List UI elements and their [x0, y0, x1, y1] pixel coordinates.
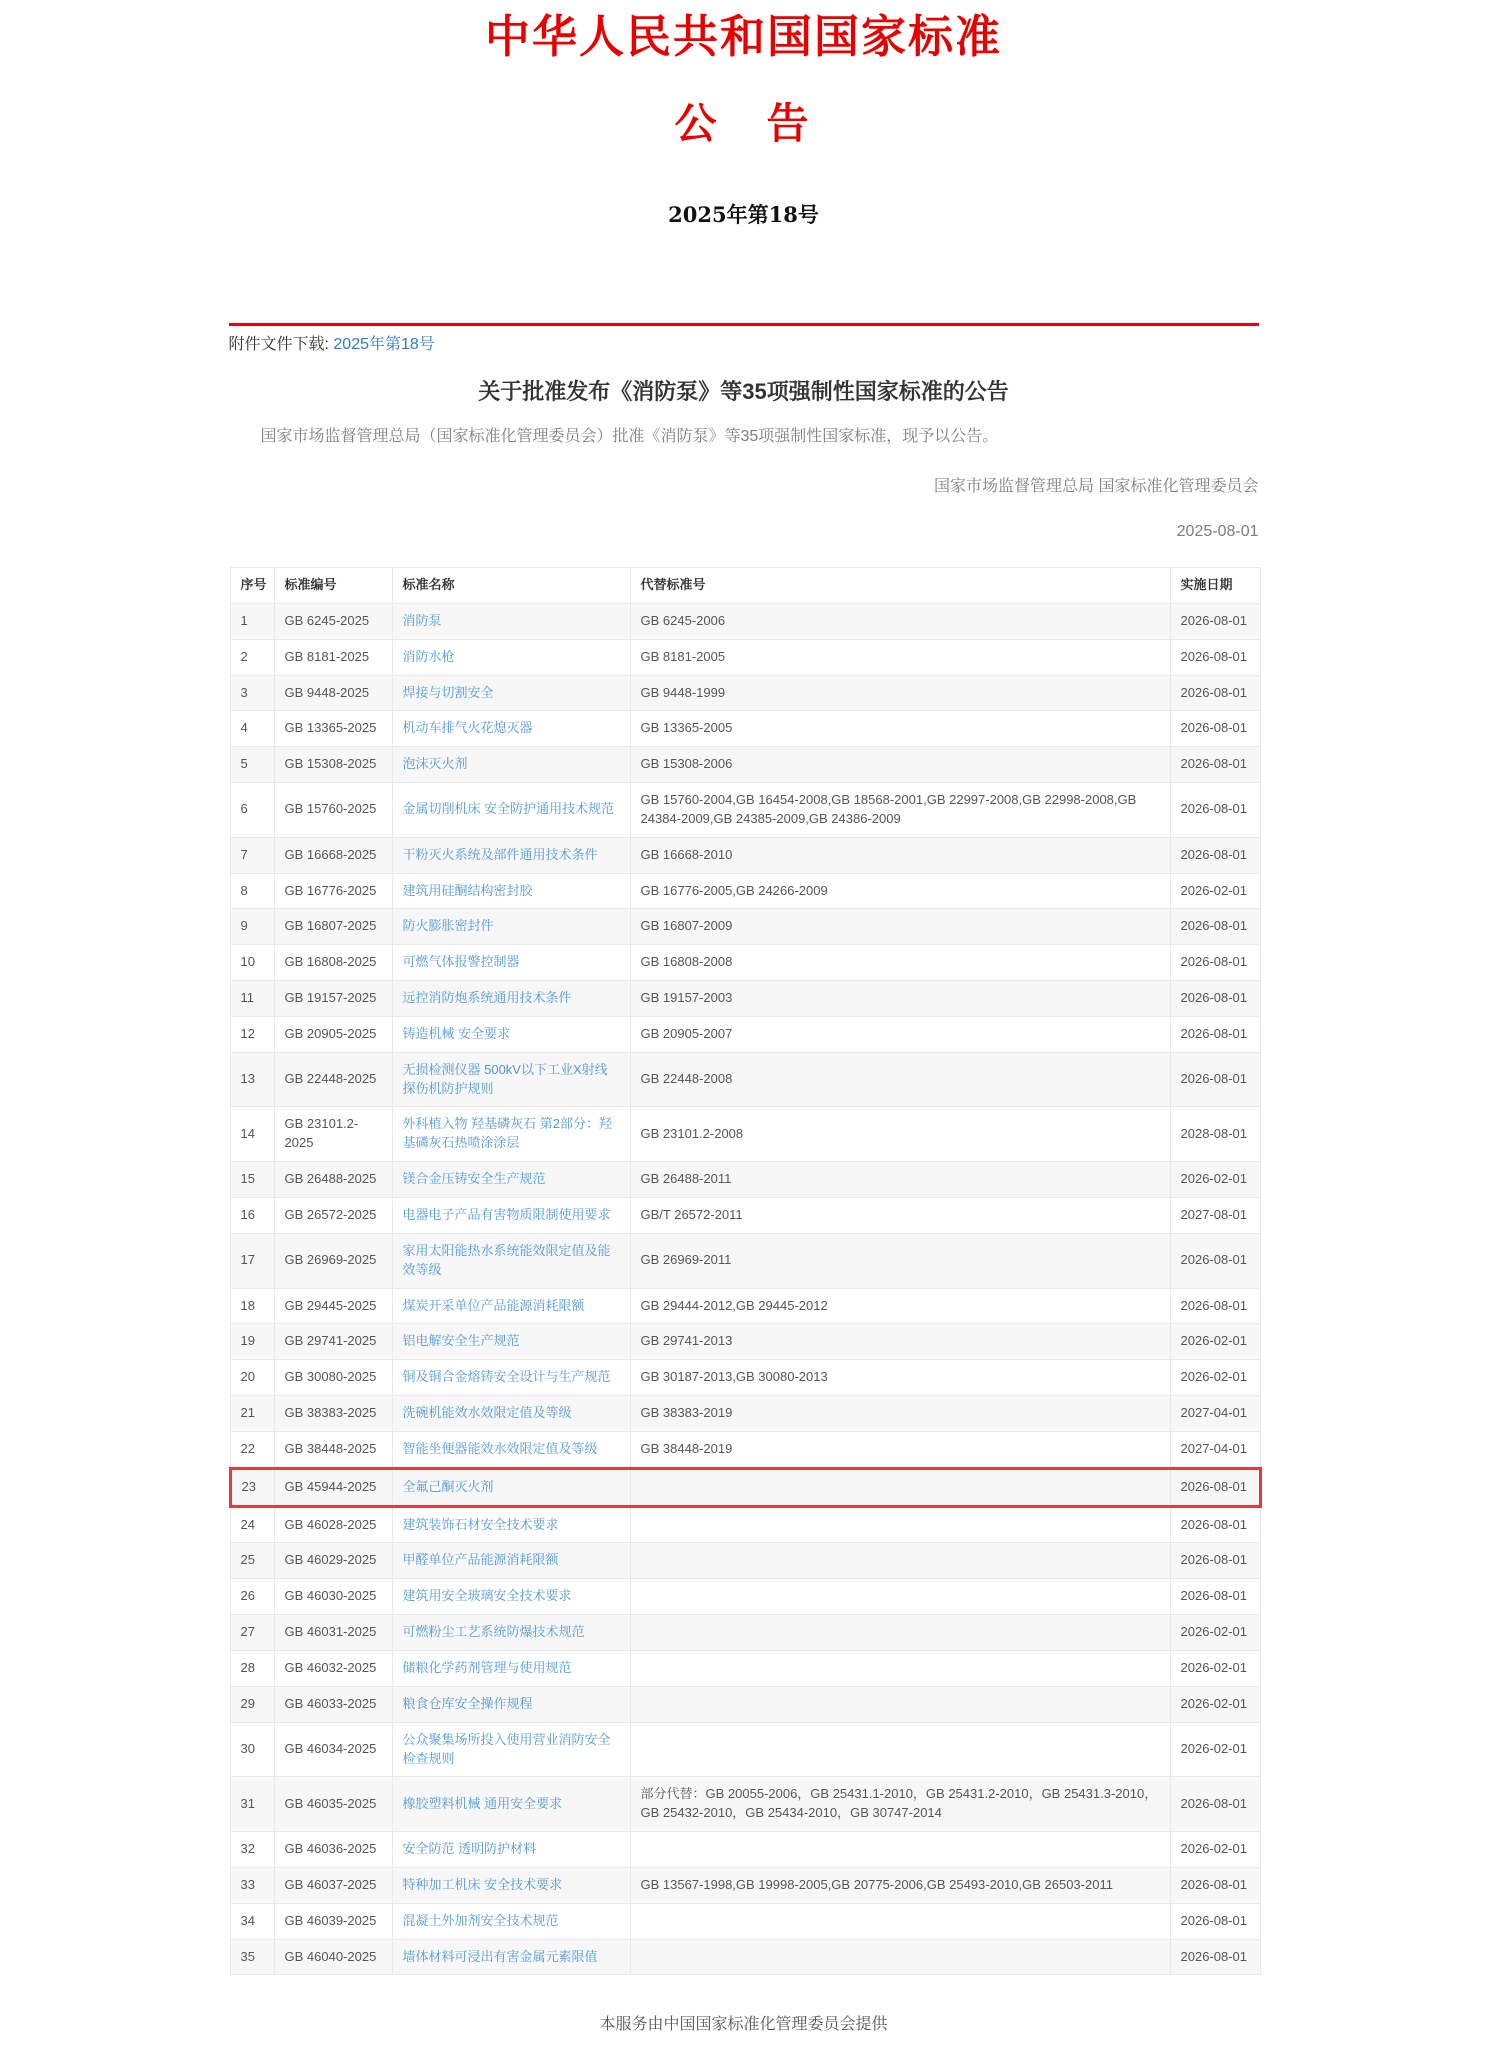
cell-date: 2026-08-01: [1170, 909, 1260, 945]
table-row: [230, 873, 1260, 909]
table-row: [230, 1324, 1260, 1360]
table-row: [230, 603, 1260, 639]
cell-seq: 6: [230, 783, 274, 838]
cell-replaced: GB/T 26572-2011: [630, 1198, 1170, 1234]
cell-code: GB 46031-2025: [274, 1615, 392, 1651]
col-header-replaced: 代替标准号: [630, 567, 1170, 603]
cell-replaced: [630, 1832, 1170, 1868]
cell-name: [392, 675, 630, 711]
cell-code: GB 8181-2025: [274, 639, 392, 675]
table-row: [230, 1198, 1260, 1234]
cell-name: [392, 1832, 630, 1868]
cell-name: [392, 783, 630, 838]
table-row: [230, 1939, 1260, 1975]
cell-date: 2026-02-01: [1170, 873, 1260, 909]
table-row: [230, 1468, 1260, 1506]
cell-code: GB 16808-2025: [274, 945, 392, 981]
cell-code: GB 46034-2025: [274, 1722, 392, 1777]
cell-code: GB 46037-2025: [274, 1867, 392, 1903]
cell-name: [392, 1903, 630, 1939]
col-header-code: 标准编号: [274, 567, 392, 603]
cell-name: [392, 1867, 630, 1903]
standard-name-link[interactable]: 无损检测仪器 500kV以下工业X射线探伤机防护规则: [402, 1061, 608, 1096]
cell-code: GB 46032-2025: [274, 1650, 392, 1686]
cell-date: 2026-02-01: [1170, 1722, 1260, 1777]
cell-name: [392, 1396, 630, 1432]
standard-name-link[interactable]: 煤炭开采单位产品能源消耗限额: [402, 1297, 585, 1313]
cell-replaced: [630, 1543, 1170, 1579]
cell-replaced: [630, 1903, 1170, 1939]
standard-name-link[interactable]: 智能坐便器能效水效限定值及等级: [402, 1440, 598, 1456]
cell-code: GB 26488-2025: [274, 1162, 392, 1198]
table-row: [230, 639, 1260, 675]
standard-name-link[interactable]: 全氟己酮灭火剂: [402, 1478, 494, 1494]
cell-seq: 21: [230, 1396, 274, 1432]
cell-code: GB 16776-2025: [274, 873, 392, 909]
cell-date: 2026-08-01: [1170, 1939, 1260, 1975]
cell-name: [392, 1939, 630, 1975]
cell-seq: 16: [230, 1198, 274, 1234]
cell-replaced: [630, 1722, 1170, 1777]
table-row: [230, 1832, 1260, 1868]
table-row: [230, 1579, 1260, 1615]
table-row: [230, 1777, 1260, 1832]
cell-name: [392, 1360, 630, 1396]
standards-table: [229, 567, 1262, 1975]
table-row: [230, 1431, 1260, 1468]
cell-code: GB 46030-2025: [274, 1579, 392, 1615]
cell-replaced: GB 20905-2007: [630, 1016, 1170, 1052]
cell-replaced: GB 38383-2019: [630, 1396, 1170, 1432]
cell-code: GB 26572-2025: [274, 1198, 392, 1234]
cell-replaced: GB 29741-2013: [630, 1324, 1170, 1360]
cell-date: 2026-08-01: [1170, 747, 1260, 783]
cell-seq: 3: [230, 675, 274, 711]
cell-seq: 27: [230, 1615, 274, 1651]
cell-code: GB 46039-2025: [274, 1903, 392, 1939]
table-row: [230, 1903, 1260, 1939]
cell-code: GB 46029-2025: [274, 1543, 392, 1579]
cell-replaced: GB 16807-2009: [630, 909, 1170, 945]
cell-seq: 11: [230, 981, 274, 1017]
cell-date: 2026-08-01: [1170, 1468, 1260, 1506]
cell-code: GB 46036-2025: [274, 1832, 392, 1868]
cell-replaced: GB 29444-2012,GB 29445-2012: [630, 1288, 1170, 1324]
cell-replaced: GB 9448-1999: [630, 675, 1170, 711]
cell-date: 2026-02-01: [1170, 1686, 1260, 1722]
standard-name-link[interactable]: 机动车排气火花熄灭器: [402, 720, 533, 736]
cell-name: [392, 1016, 630, 1052]
cell-seq: 19: [230, 1324, 274, 1360]
cell-name: [392, 1722, 630, 1777]
cell-seq: 1: [230, 603, 274, 639]
cell-name: [392, 711, 630, 747]
standard-name-link[interactable]: 铝电解安全生产规范: [402, 1333, 520, 1349]
table-row: [230, 1016, 1260, 1052]
table-row: [230, 1543, 1260, 1579]
cell-replaced: GB 6245-2006: [630, 603, 1170, 639]
table-row: [230, 1506, 1260, 1543]
cell-seq: 10: [230, 945, 274, 981]
cell-code: GB 6245-2025: [274, 603, 392, 639]
cell-seq: 2: [230, 639, 274, 675]
cell-name: [392, 639, 630, 675]
cell-replaced: GB 30187-2013,GB 30080-2013: [630, 1360, 1170, 1396]
standard-name-link[interactable]: 镁合金压铸安全生产规范: [402, 1171, 546, 1187]
standard-name-link[interactable]: 家用太阳能热水系统能效限定值及能效等级: [402, 1242, 611, 1277]
cell-name: [392, 1650, 630, 1686]
cell-seq: 33: [230, 1867, 274, 1903]
cell-name: [392, 603, 630, 639]
table-row: [230, 1360, 1260, 1396]
cell-date: 2026-08-01: [1170, 711, 1260, 747]
table-header-row: [230, 567, 1260, 603]
table-row: [230, 1233, 1260, 1288]
cell-date: 2027-08-01: [1170, 1198, 1260, 1234]
standard-name-link[interactable]: 电器电子产品有害物质限制使用要求: [402, 1207, 611, 1223]
cell-replaced: GB 16808-2008: [630, 945, 1170, 981]
cell-name: [392, 1579, 630, 1615]
cell-seq: 26: [230, 1579, 274, 1615]
page-subtitle: 公 告: [674, 99, 813, 148]
cell-seq: 23: [230, 1468, 274, 1506]
standard-name-link[interactable]: 甲醛单位产品能源消耗限额: [402, 1552, 559, 1568]
cell-seq: 29: [230, 1686, 274, 1722]
standard-name-link[interactable]: 泡沫灭火剂: [402, 756, 468, 772]
table-row: [230, 1615, 1260, 1651]
publish-date: 2025-08-01: [1176, 522, 1259, 540]
cell-replaced: GB 26969-2011: [630, 1233, 1170, 1288]
cell-date: 2026-08-01: [1170, 1016, 1260, 1052]
cell-code: GB 15308-2025: [274, 747, 392, 783]
table-row: [230, 1107, 1260, 1162]
attachment-download-link[interactable]: 2025年第18号: [333, 336, 435, 353]
cell-date: 2026-08-01: [1170, 1903, 1260, 1939]
standard-name-link[interactable]: 墙体材料可浸出有害金属元素限值: [402, 1948, 598, 1964]
cell-date: 2026-02-01: [1170, 1162, 1260, 1198]
cell-replaced: [630, 1939, 1170, 1975]
cell-code: GB 22448-2025: [274, 1052, 392, 1107]
cell-name: [392, 747, 630, 783]
cell-code: GB 16807-2025: [274, 909, 392, 945]
cell-seq: 18: [230, 1288, 274, 1324]
cell-code: GB 29445-2025: [274, 1288, 392, 1324]
table-row: [230, 1396, 1260, 1432]
cell-code: GB 16668-2025: [274, 837, 392, 873]
cell-code: GB 46035-2025: [274, 1777, 392, 1832]
cell-name: [392, 1506, 630, 1543]
cell-date: 2026-08-01: [1170, 1867, 1260, 1903]
cell-name: [392, 1162, 630, 1198]
footer-note: 本服务由中国国家标准化管理委员会提供: [599, 2016, 888, 2034]
cell-name: [392, 1468, 630, 1506]
cell-code: GB 23101.2-2025: [274, 1107, 392, 1162]
cell-name: [392, 1686, 630, 1722]
standard-name-link[interactable]: 建筑装饰石材安全技术要求: [402, 1516, 559, 1532]
standard-name-link[interactable]: 铸造机械 安全要求: [402, 1025, 511, 1041]
cell-date: 2026-08-01: [1170, 1777, 1260, 1832]
cell-seq: 4: [230, 711, 274, 747]
standard-name-link[interactable]: 粮食仓库安全操作规程: [402, 1695, 533, 1711]
standard-name-link[interactable]: 远控消防炮系统通用技术条件: [402, 990, 572, 1006]
standard-name-link[interactable]: 储粮化学药剂管理与使用规范: [402, 1659, 572, 1675]
cell-replaced: 部分代替：GB 20055-2006，GB 25431.1-2010，GB 25431.2-2010，GB 25431.3-2010，GB 25432-2010，GB 25434-2010，GB 30747-2014: [630, 1777, 1170, 1832]
cell-replaced: GB 8181-2005: [630, 639, 1170, 675]
cell-replaced: GB 13567-1998,GB 19998-2005,GB 20775-2006,GB 25493-2010,GB 26503-2011: [630, 1867, 1170, 1903]
table-row: [230, 981, 1260, 1017]
cell-date: 2026-08-01: [1170, 1579, 1260, 1615]
standard-name-link[interactable]: 外科植入物 羟基磷灰石 第2部分：羟基磷灰石热喷涂涂层: [402, 1116, 612, 1151]
standard-name-link[interactable]: 特种加工机床 安全技术要求: [402, 1876, 563, 1892]
table-row: [230, 711, 1260, 747]
standard-name-link[interactable]: 安全防范 透明防护材料: [402, 1841, 537, 1857]
announcement-page: [229, 0, 1259, 2064]
table-row: [230, 1867, 1260, 1903]
cell-replaced: GB 19157-2003: [630, 981, 1170, 1017]
cell-seq: 8: [230, 873, 274, 909]
standard-name-link[interactable]: 可燃粉尘工艺系统防爆技术规范: [402, 1624, 585, 1640]
cell-date: 2026-02-01: [1170, 1650, 1260, 1686]
cell-replaced: GB 16776-2005,GB 24266-2009: [630, 873, 1170, 909]
cell-seq: 5: [230, 747, 274, 783]
table-row: [230, 675, 1260, 711]
cell-date: 2026-08-01: [1170, 981, 1260, 1017]
cell-seq: 32: [230, 1832, 274, 1868]
table-row: [230, 1162, 1260, 1198]
cell-replaced: GB 26488-2011: [630, 1162, 1170, 1198]
cell-code: GB 45944-2025: [274, 1468, 392, 1506]
cell-name: [392, 837, 630, 873]
standard-name-link[interactable]: 铜及铜合金熔铸安全设计与生产规范: [402, 1369, 611, 1385]
standard-name-link[interactable]: 可燃气体报警控制器: [402, 954, 520, 970]
standard-name-link[interactable]: 洗碗机能效水效限定值及等级: [402, 1405, 572, 1421]
cell-name: [392, 873, 630, 909]
cell-code: GB 46040-2025: [274, 1939, 392, 1975]
cell-name: [392, 1288, 630, 1324]
col-header-name: 标准名称: [392, 567, 630, 603]
standard-name-link[interactable]: 金属切削机床 安全防护通用技术规范: [402, 801, 615, 817]
table-row: [230, 1686, 1260, 1722]
standard-name-link[interactable]: 干粉灭火系统及部件通用技术条件: [402, 846, 598, 862]
cell-code: GB 9448-2025: [274, 675, 392, 711]
cell-code: GB 46028-2025: [274, 1506, 392, 1543]
cell-code: GB 19157-2025: [274, 981, 392, 1017]
table-row: [230, 1288, 1260, 1324]
cell-seq: 35: [230, 1939, 274, 1975]
cell-date: 2026-08-01: [1170, 1233, 1260, 1288]
cell-name: [392, 981, 630, 1017]
cell-replaced: GB 13365-2005: [630, 711, 1170, 747]
issuer-signature: 国家市场监督管理总局 国家标准化管理委员会: [934, 477, 1259, 495]
cell-date: 2027-04-01: [1170, 1431, 1260, 1468]
cell-seq: 25: [230, 1543, 274, 1579]
col-header-date: 实施日期: [1170, 567, 1260, 603]
cell-date: 2026-08-01: [1170, 783, 1260, 838]
col-header-seq: 序号: [230, 567, 274, 603]
cell-seq: 17: [230, 1233, 274, 1288]
cell-date: 2026-08-01: [1170, 675, 1260, 711]
cell-date: 2026-08-01: [1170, 1052, 1260, 1107]
cell-date: 2026-02-01: [1170, 1832, 1260, 1868]
standard-name-link[interactable]: 防火膨胀密封件: [402, 918, 494, 934]
cell-date: 2026-02-01: [1170, 1324, 1260, 1360]
cell-date: 2026-08-01: [1170, 1288, 1260, 1324]
doc-number: 2025年第18号: [668, 202, 819, 227]
cell-name: [392, 1324, 630, 1360]
cell-seq: 7: [230, 837, 274, 873]
cell-replaced: [630, 1650, 1170, 1686]
cell-code: GB 26969-2025: [274, 1233, 392, 1288]
cell-name: [392, 1777, 630, 1832]
table-row: [230, 909, 1260, 945]
cell-code: GB 15760-2025: [274, 783, 392, 838]
article-body: 国家市场监督管理总局（国家标准化管理委员会）批准《消防泵》等35项强制性国家标准，现予以公告。: [260, 427, 999, 445]
cell-seq: 20: [230, 1360, 274, 1396]
cell-seq: 28: [230, 1650, 274, 1686]
standard-name-link[interactable]: 混凝土外加剂安全技术规范: [402, 1912, 559, 1928]
cell-replaced: GB 22448-2008: [630, 1052, 1170, 1107]
cell-name: [392, 1431, 630, 1468]
cell-seq: 9: [230, 909, 274, 945]
attachment-row: [229, 334, 1259, 356]
cell-seq: 14: [230, 1107, 274, 1162]
cell-date: 2026-08-01: [1170, 837, 1260, 873]
cell-name: [392, 1198, 630, 1234]
cell-replaced: [630, 1579, 1170, 1615]
cell-code: GB 29741-2025: [274, 1324, 392, 1360]
standard-name-link[interactable]: 橡胶塑料机械 通用安全要求: [402, 1795, 563, 1811]
cell-date: 2027-04-01: [1170, 1396, 1260, 1432]
standard-name-link[interactable]: 建筑用安全玻璃安全技术要求: [402, 1588, 572, 1604]
cell-name: [392, 1543, 630, 1579]
cell-name: [392, 1615, 630, 1651]
cell-name: [392, 945, 630, 981]
table-row: [230, 747, 1260, 783]
cell-date: 2026-08-01: [1170, 603, 1260, 639]
table-row: [230, 1052, 1260, 1107]
table-row: [230, 945, 1260, 981]
cell-name: [392, 1107, 630, 1162]
standards-table-body: [230, 603, 1260, 1975]
cell-seq: 12: [230, 1016, 274, 1052]
cell-seq: 13: [230, 1052, 274, 1107]
cell-code: GB 30080-2025: [274, 1360, 392, 1396]
standard-name-link[interactable]: 消防水枪: [402, 648, 455, 664]
cell-replaced: [630, 1686, 1170, 1722]
cell-seq: 22: [230, 1431, 274, 1468]
cell-date: 2026-02-01: [1170, 1360, 1260, 1396]
standard-name-link[interactable]: 公众聚集场所投入使用营业消防安全检查规则: [402, 1731, 611, 1766]
cell-seq: 30: [230, 1722, 274, 1777]
cell-code: GB 38448-2025: [274, 1431, 392, 1468]
cell-replaced: GB 23101.2-2008: [630, 1107, 1170, 1162]
table-row: [230, 837, 1260, 873]
cell-date: 2026-08-01: [1170, 1506, 1260, 1543]
cell-replaced: GB 15308-2006: [630, 747, 1170, 783]
cell-replaced: [630, 1615, 1170, 1651]
cell-code: GB 20905-2025: [274, 1016, 392, 1052]
cell-seq: 15: [230, 1162, 274, 1198]
cell-replaced: [630, 1506, 1170, 1543]
cell-code: GB 13365-2025: [274, 711, 392, 747]
cell-date: 2026-08-01: [1170, 639, 1260, 675]
cell-seq: 34: [230, 1903, 274, 1939]
table-row: [230, 783, 1260, 838]
cell-date: 2026-02-01: [1170, 1615, 1260, 1651]
cell-code: GB 38383-2025: [274, 1396, 392, 1432]
cell-replaced: GB 15760-2004,GB 16454-2008,GB 18568-2001,GB 22997-2008,GB 22998-2008,GB 24384-2009,GB 24385-2009,GB 24386-2009: [630, 783, 1170, 838]
cell-seq: 31: [230, 1777, 274, 1832]
cell-date: 2026-08-01: [1170, 1543, 1260, 1579]
cell-code: GB 46033-2025: [274, 1686, 392, 1722]
cell-name: [392, 1052, 630, 1107]
table-row: [230, 1722, 1260, 1777]
red-divider: [229, 323, 1259, 326]
cell-replaced: [630, 1468, 1170, 1506]
cell-replaced: GB 38448-2019: [630, 1431, 1170, 1468]
table-row: [230, 1650, 1260, 1686]
standard-name-link[interactable]: 消防泵: [402, 612, 442, 628]
cell-date: 2028-08-01: [1170, 1107, 1260, 1162]
article-heading: 关于批准发布《消防泵》等35项强制性国家标准的公告: [478, 379, 1009, 405]
cell-date: 2026-08-01: [1170, 945, 1260, 981]
attachment-label: 附件文件下载:: [228, 336, 329, 353]
cell-name: [392, 1233, 630, 1288]
cell-seq: 24: [230, 1506, 274, 1543]
page-title: 中华人民共和国国家标准: [484, 10, 1002, 63]
cell-replaced: GB 16668-2010: [630, 837, 1170, 873]
cell-name: [392, 909, 630, 945]
standard-name-link[interactable]: 焊接与切割安全: [402, 684, 494, 700]
standard-name-link[interactable]: 建筑用硅酮结构密封胶: [402, 882, 533, 898]
